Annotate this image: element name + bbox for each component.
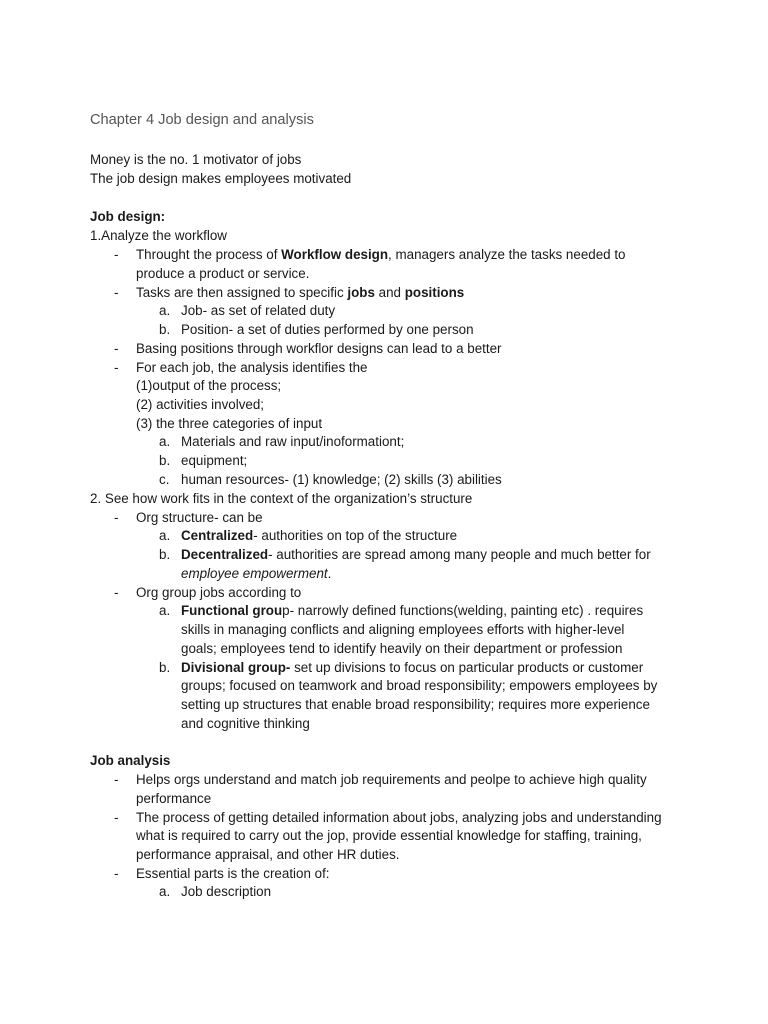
chapter-title: Chapter 4 Job design and analysis	[90, 112, 314, 128]
bullet-essential-parts: Essential parts is the creation of:	[136, 866, 330, 881]
bullet-basing-positions: Basing positions through workflor designs can lead to a better	[136, 341, 502, 356]
list-item-centralized	[181, 527, 457, 546]
bullet-dash: -	[114, 360, 119, 375]
list-item-divisional-group-cont: setting up structures that enable broad responsibility; requires more experience	[181, 697, 650, 712]
bold-term: Functional grou	[181, 603, 283, 618]
list-item-functional-group	[181, 602, 643, 621]
text: - authorities on top of the structure	[253, 528, 458, 543]
list-marker: a.	[159, 303, 171, 318]
bold-term: Centralized	[181, 528, 254, 543]
bullet-dash: -	[114, 585, 119, 600]
bold-term: Decentralized	[181, 547, 269, 562]
bullet-workflow-design-cont: produce a product or service.	[136, 266, 310, 281]
bullet-org-group: Org group jobs according to	[136, 585, 302, 600]
bullet-dash: -	[114, 810, 119, 825]
list-item-decentralized-cont	[181, 565, 331, 584]
bullet-each-job: For each job, the analysis identifies the	[136, 360, 368, 375]
list-marker: a.	[159, 884, 171, 899]
list-marker: a.	[159, 528, 171, 543]
bullet-process: The process of getting detailed information about jobs, analyzing jobs and understanding	[136, 810, 662, 825]
text: Throught the process of	[136, 247, 282, 262]
bullet-dash: -	[114, 866, 119, 881]
list-item-functional-group-cont: goals; employees tend to identify heavily on their department or profession	[181, 641, 623, 656]
bullet-dash: -	[114, 772, 119, 787]
bullet-process-cont: what is required to carry out the jop, provide essential knowledge for staffing, training,	[136, 828, 642, 843]
list-item-job: Job- as set of related duty	[181, 303, 336, 318]
list-item-job-description: Job description	[181, 884, 272, 899]
bullet-dash: -	[114, 247, 119, 262]
text: , managers analyze the tasks needed to	[388, 247, 626, 262]
bullet-dash: -	[114, 285, 119, 300]
list-marker: b.	[159, 322, 171, 337]
list-item-divisional-group	[181, 659, 643, 678]
text: set up divisions to focus on particular products or customer	[290, 660, 644, 675]
list-item-functional-group-cont: skills in managing conflicts and aligning employees efforts with higher-level	[181, 622, 625, 637]
list-item-decentralized	[181, 546, 651, 565]
text: .	[327, 566, 332, 581]
list-marker: b.	[159, 453, 171, 468]
list-marker: b.	[159, 660, 171, 675]
bullet-each-job-cont: (3) the three categories of input	[136, 416, 323, 431]
step-1-heading: 1.Analyze the workflow	[90, 228, 227, 243]
bullet-helps-orgs: Helps orgs understand and match job requirements and peolpe to achieve high quality	[136, 772, 647, 787]
bullet-jobs-positions	[136, 284, 464, 303]
list-marker: c.	[159, 472, 170, 487]
bullet-process-cont: performance appraisal, and other HR duties.	[136, 847, 400, 862]
job-design-heading: Job design:	[90, 209, 166, 224]
step-2-heading: 2. See how work fits in the context of the organization’s structure	[90, 491, 473, 506]
bullet-helps-orgs-cont: performance	[136, 791, 212, 806]
italic-term: employee empowerment	[181, 566, 328, 581]
job-analysis-heading: Job analysis	[90, 753, 171, 768]
list-marker: b.	[159, 547, 171, 562]
list-item-divisional-group-cont: and cognitive thinking	[181, 716, 310, 731]
bold-term: Divisional group-	[181, 660, 291, 675]
list-item-position: Position- a set of duties performed by one person	[181, 322, 474, 337]
intro-line-2: The job design makes employees motivated	[90, 171, 352, 186]
text: Tasks are then assigned to specific	[136, 285, 348, 300]
intro-line-1: Money is the no. 1 motivator of jobs	[90, 152, 302, 167]
text: p- narrowly defined functions(welding, painting etc) . requires	[282, 603, 644, 618]
bullet-each-job-cont: (1)output of the process;	[136, 378, 282, 393]
bullet-org-structure: Org structure- can be	[136, 510, 263, 525]
list-item-divisional-group-cont: groups; focused on teamwork and broad responsibility; empowers employees by	[181, 678, 658, 693]
list-item-human-resources: human resources- (1) knowledge; (2) skills (3) abilities	[181, 472, 502, 487]
list-item-materials: Materials and raw input/inoformationt;	[181, 434, 405, 449]
bold-term: Workflow design	[281, 247, 389, 262]
list-item-equipment: equipment;	[181, 453, 248, 468]
list-marker: a.	[159, 603, 171, 618]
bold-term: jobs	[347, 285, 375, 300]
list-marker: a.	[159, 434, 171, 449]
text: and	[374, 285, 405, 300]
text: - authorities are spread among many people and much better for	[268, 547, 651, 562]
bullet-dash: -	[114, 510, 119, 525]
bullet-workflow-design	[136, 246, 626, 265]
bold-term: positions	[404, 285, 465, 300]
bullet-dash: -	[114, 341, 119, 356]
bullet-each-job-cont: (2) activities involved;	[136, 397, 265, 412]
